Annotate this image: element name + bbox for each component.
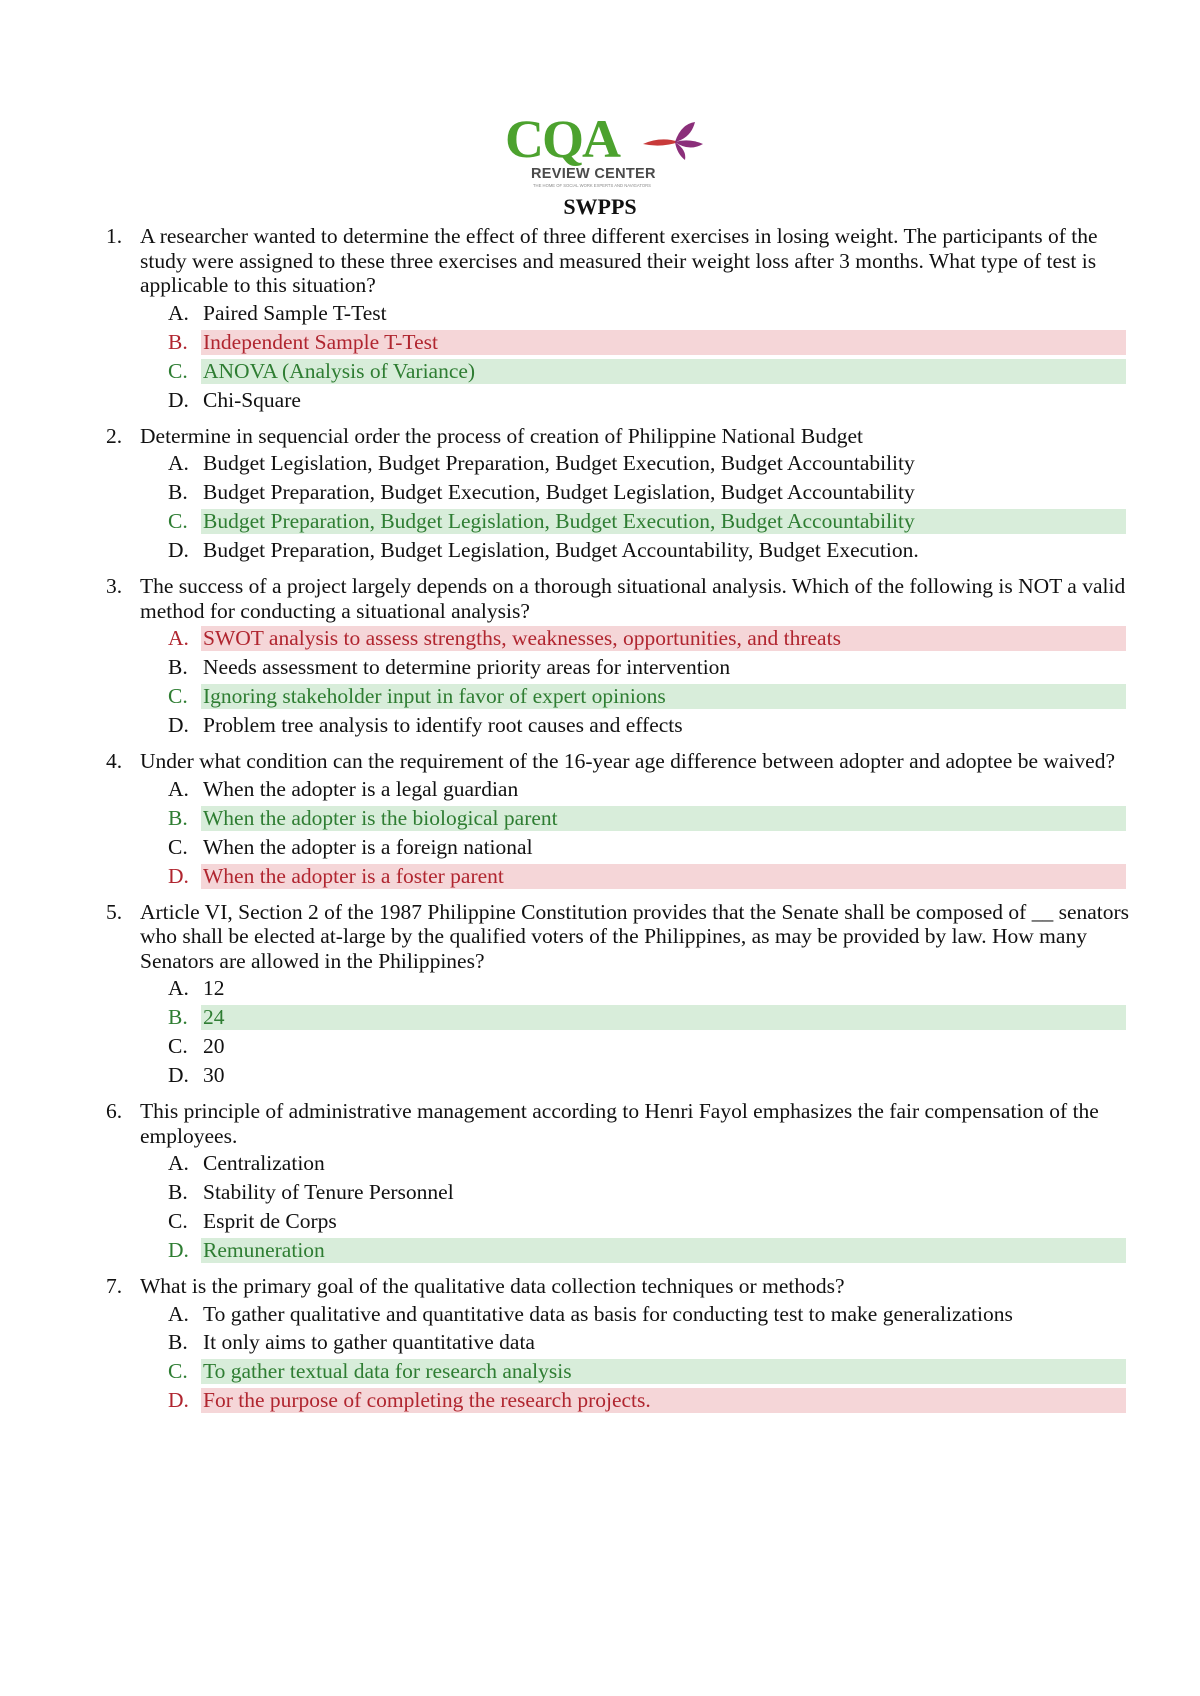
question-stem <box>106 1274 1146 1299</box>
option-letter: C. <box>168 684 188 708</box>
option-text: Budget Preparation, Budget Legislation, Budget Accountability, Budget Execution. <box>203 538 919 562</box>
option-text: When the adopter is the biological parent <box>201 806 1126 831</box>
option-letter: D. <box>168 1238 189 1262</box>
option-text: Paired Sample T-Test <box>203 300 387 325</box>
option-text: Chi-Square <box>203 387 301 412</box>
option-text: SWOT analysis to assess strengths, weaknesses, opportunities, and threats <box>201 626 1126 651</box>
option-letter: B. <box>168 1005 188 1029</box>
option-text: For the purpose of completing the research projects. <box>201 1388 1126 1413</box>
question-number: 4. <box>106 749 123 773</box>
answer-option-b <box>168 1180 1126 1205</box>
question-number: 7. <box>106 1274 123 1298</box>
question-text: A researcher wanted to determine the effect of three different exercises in losing weight. The participants of the study were assigned to these three exercises and measured their weight loss after 3 months. What type of test is applicable to this situation? <box>140 224 1098 297</box>
option-text: Ignoring stakeholder input in favor of expert opinions <box>201 684 1126 709</box>
answer-option-b <box>168 330 1126 355</box>
answer-option-a <box>168 976 1126 1001</box>
option-letter: D. <box>168 713 189 737</box>
option-letter: C. <box>168 358 188 383</box>
logo-subtitle: REVIEW CENTER <box>531 166 656 182</box>
question-number: 3. <box>106 574 123 598</box>
answer-option-a <box>168 777 1126 802</box>
answer-options <box>106 976 1146 1088</box>
option-letter: D. <box>168 863 189 888</box>
option-text: 12 <box>203 976 225 1000</box>
option-text: Remuneration <box>201 1238 1126 1263</box>
answer-options <box>106 777 1146 889</box>
option-letter: C. <box>168 509 188 533</box>
question-item <box>106 224 1146 413</box>
option-letter: B. <box>168 1180 188 1204</box>
question-stem <box>106 224 1146 298</box>
option-text: ANOVA (Analysis of Variance) <box>201 359 1126 384</box>
question-stem <box>106 900 1146 974</box>
answer-option-c <box>168 1359 1126 1384</box>
option-text: Stability of Tenure Personnel <box>203 1180 454 1204</box>
answer-option-d <box>168 713 1126 738</box>
answer-option-c <box>168 509 1126 534</box>
option-letter: D. <box>168 538 189 562</box>
answer-option-d <box>168 388 1126 413</box>
question-text: Under what condition can the requirement of the 16-year age difference between adopter and adoptee be waived? <box>140 749 1116 773</box>
answer-option-c <box>168 359 1126 384</box>
document-title: SWPPS <box>563 194 637 219</box>
answer-options <box>106 1151 1146 1263</box>
answer-options <box>106 451 1146 563</box>
answer-option-c <box>168 1034 1126 1059</box>
option-letter: B. <box>168 655 188 679</box>
option-text: Needs assessment to determine priority areas for intervention <box>203 655 731 679</box>
logo-wordmark: CQA <box>505 109 619 169</box>
option-letter: D. <box>168 1387 189 1412</box>
option-letter: C. <box>168 834 188 859</box>
option-letter: A. <box>168 1151 189 1175</box>
option-text: Esprit de Corps <box>203 1209 337 1233</box>
answer-option-b <box>168 806 1126 831</box>
option-letter: D. <box>168 387 189 412</box>
answer-options <box>106 1302 1146 1413</box>
question-text: What is the primary goal of the qualitative data collection techniques or methods? <box>140 1274 845 1298</box>
answer-option-a <box>168 1151 1126 1176</box>
answer-option-c <box>168 684 1126 709</box>
option-letter: A. <box>168 300 189 325</box>
question-item <box>106 1274 1146 1413</box>
answer-option-c <box>168 1209 1126 1234</box>
question-text: This principle of administrative management according to Henri Fayol emphasizes the fair compensation of the employees. <box>140 1099 1099 1148</box>
question-stem <box>106 749 1146 774</box>
question-number: 5. <box>106 899 123 924</box>
answer-option-d <box>168 864 1126 889</box>
option-letter: C. <box>168 1358 188 1383</box>
leaf-icon <box>641 122 705 162</box>
cqa-logo <box>505 109 705 190</box>
question-stem <box>106 424 1146 449</box>
question-item <box>106 900 1146 1089</box>
answer-options <box>106 301 1146 413</box>
answer-options <box>106 626 1146 738</box>
answer-option-d <box>168 1388 1126 1413</box>
option-text: Problem tree analysis to identify root causes and effects <box>203 713 683 737</box>
question-text: The success of a project largely depends on a thorough situational analysis. Which of the following is NOT a valid method for conducting a situational analysis? <box>140 574 1126 623</box>
answer-option-a <box>168 626 1126 651</box>
question-item <box>106 749 1146 889</box>
option-text: When the adopter is a foster parent <box>201 864 1126 889</box>
answer-option-b <box>168 655 1126 680</box>
question-text: Determine in sequencial order the process of creation of Philippine National Budget <box>140 423 864 448</box>
option-letter: A. <box>168 976 189 1000</box>
answer-option-c <box>168 835 1126 860</box>
question-number: 6. <box>106 1099 123 1123</box>
option-text: When the adopter is a legal guardian <box>203 776 519 801</box>
option-text: Independent Sample T-Test <box>201 330 1126 355</box>
option-text: It only aims to gather quantitative data <box>203 1329 535 1354</box>
question-stem <box>106 574 1146 623</box>
answer-option-d <box>168 538 1126 563</box>
answer-option-b <box>168 1330 1126 1355</box>
question-stem <box>106 1099 1146 1148</box>
question-item <box>106 574 1146 738</box>
option-letter: B. <box>168 805 188 830</box>
answer-option-d <box>168 1063 1126 1088</box>
answer-option-a <box>168 1302 1126 1326</box>
option-text: To gather qualitative and quantitative data as basis for conducting test to make generalizations <box>203 1301 1013 1326</box>
option-letter: C. <box>168 1209 188 1233</box>
question-item <box>106 1099 1146 1263</box>
option-text: 30 <box>203 1063 225 1087</box>
option-letter: A. <box>168 626 189 650</box>
option-letter: A. <box>168 451 189 475</box>
option-text: Budget Legislation, Budget Preparation, Budget Execution, Budget Accountability <box>203 451 915 475</box>
option-letter: A. <box>168 1301 189 1326</box>
answer-option-a <box>168 301 1126 326</box>
option-text: Budget Preparation, Budget Execution, Budget Legislation, Budget Accountability <box>203 480 915 504</box>
option-letter: A. <box>168 776 189 801</box>
option-letter: B. <box>168 329 188 354</box>
question-text: Article VI, Section 2 of the 1987 Philippine Constitution provides that the Senate shall be composed of __ senators who shall be elected at-large by the qualified voters of the Philippines, as may be provided by law. How many Senators are allowed in the Philippines? <box>140 899 1130 973</box>
logo-tagline: THE HOME OF SOCIAL WORK EXPERTS AND NAVIGATORS <box>533 183 651 188</box>
answer-option-b <box>168 1005 1126 1030</box>
answer-option-a <box>168 451 1126 476</box>
question-number: 2. <box>106 423 123 448</box>
option-text: Centralization <box>203 1151 325 1175</box>
option-letter: D. <box>168 1063 189 1087</box>
option-text: 20 <box>203 1034 225 1058</box>
answer-option-b <box>168 480 1126 505</box>
question-number: 1. <box>106 224 123 248</box>
option-text: 24 <box>201 1005 1126 1030</box>
answer-option-d <box>168 1238 1126 1263</box>
question-list <box>106 224 1146 1424</box>
option-text: When the adopter is a foreign national <box>203 834 533 859</box>
option-letter: B. <box>168 480 188 504</box>
option-letter: B. <box>168 1329 188 1354</box>
option-text: To gather textual data for research analysis <box>201 1359 1126 1384</box>
option-text: Budget Preparation, Budget Legislation, Budget Execution, Budget Accountability <box>201 509 1126 534</box>
question-item <box>106 424 1146 564</box>
option-letter: C. <box>168 1034 188 1058</box>
